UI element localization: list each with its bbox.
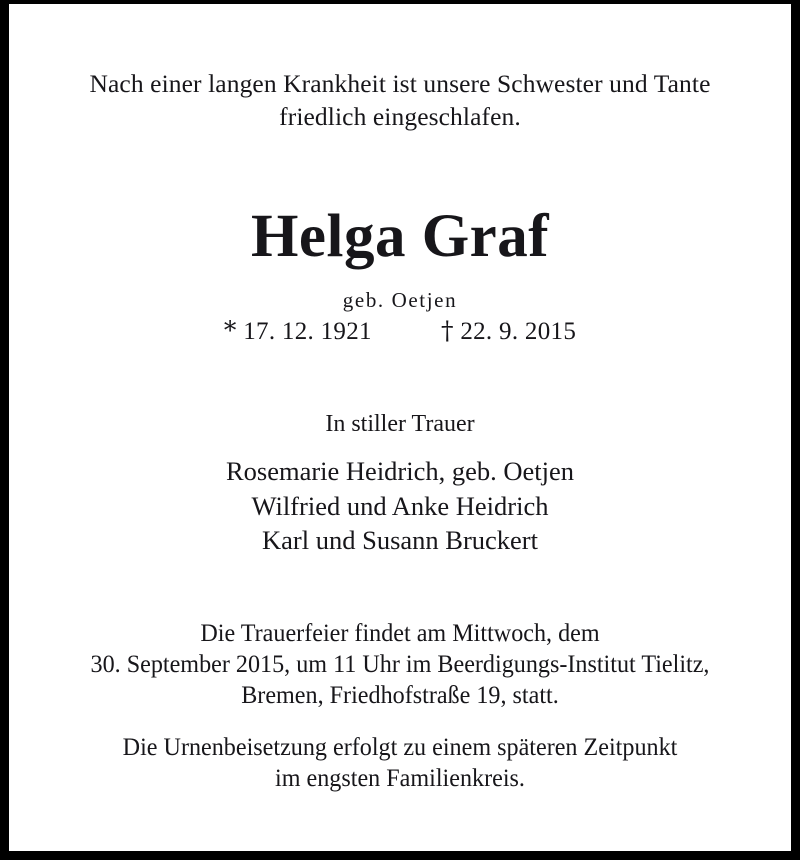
- notice-sheet: [9, 4, 791, 851]
- ceremony-line-3: Bremen, Friedhofstraße 19, statt.: [241, 682, 559, 709]
- deceased-maiden-name: geb. Oetjen: [342, 288, 458, 312]
- life-dates: [9, 315, 791, 348]
- birth-date: 17. 12. 1921: [243, 318, 372, 345]
- mourner-name: Wilfried und Anke Heidrich: [251, 490, 549, 521]
- closing-line-1: Die Urnenbeisetzung erfolgt zu einem späteren Zeitpunkt: [122, 734, 678, 761]
- intro-line-2: friedlich eingeschlafen.: [279, 102, 521, 131]
- intro-paragraph: [9, 67, 791, 133]
- mourner-name: Karl und Susann Bruckert: [262, 525, 538, 555]
- mourners-list: [9, 454, 791, 558]
- intro-line-1: Nach einer langen Krankheit ist unsere Schwester und Tante: [89, 69, 711, 98]
- ceremony-line-2: 30. September 2015, um 11 Uhr im Beerdigungs-Institut Tielitz,: [90, 651, 710, 678]
- mourners-heading: In stiller Trauer: [325, 411, 475, 437]
- ceremony-line-1: Die Trauerfeier findet am Mittwoch, dem: [200, 620, 600, 647]
- birth-star-icon: *: [223, 316, 237, 345]
- border-right: [791, 0, 800, 860]
- closing-line-2: im engsten Familienkreis.: [275, 765, 525, 792]
- death-date: 22. 9. 2015: [460, 318, 577, 345]
- closing-note: [23, 732, 778, 794]
- deceased-name: Helga Graf: [250, 203, 550, 270]
- death-cross-icon: †: [440, 316, 454, 345]
- ceremony-details: [23, 618, 778, 711]
- border-left: [0, 0, 9, 860]
- border-bottom: [0, 851, 800, 860]
- mourner-name: Rosemarie Heidrich, geb. Oetjen: [225, 456, 575, 486]
